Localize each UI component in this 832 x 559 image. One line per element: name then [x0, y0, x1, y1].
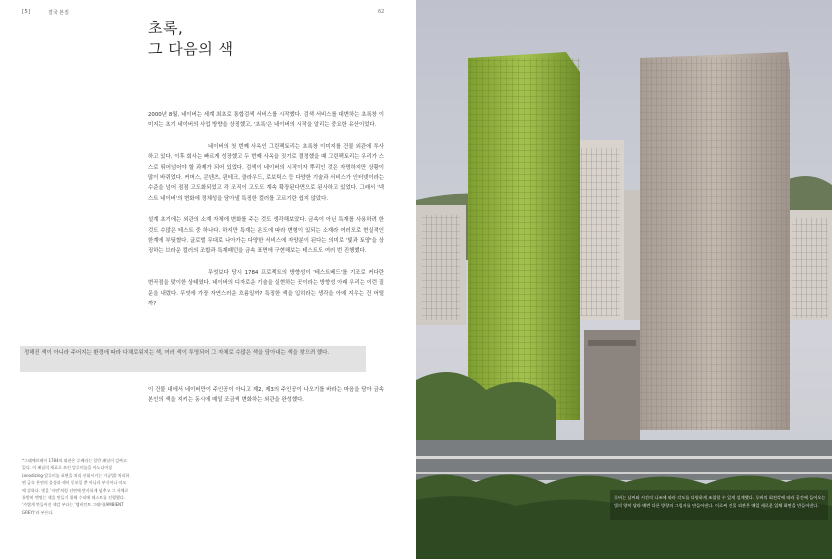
paragraph-1: 2000년 8월, 네이버는 세계 최초로 통합검색 서비스를 시작했다. 검색 서비스를 대변하는 초록창 이미지는 초기 네이버의 사업 방향을 상징했고, '초록'은 네이버의 시작을 알리는 중요한 유산이었다. — [148, 112, 384, 129]
body-text — [148, 110, 384, 321]
page-title — [148, 18, 234, 60]
paragraph-4: 무엇보다 당시 1784 프로젝트의 방향성이 '테스트베드'를 기조로 커다란 변곡점을 맞이한 상태였다. 네이버의 디자로운 기술을 실현하는 곳이라는 방향성 아래 우리는 이런 질문을 내렸다. 무엇에 가장 자연스러운 흐름일까? 특징한 색을 입히라는 생각을 아예 지우는 건 어떨까? — [148, 269, 384, 308]
highlighted-quote-text: 정해진 색이 아니라 주어지는 환경에 따라 다채로워지는 색, 여러 색이 투영되어 그 자체로 수많은 색을 담아내는 색을 찾으려 했다. — [24, 350, 330, 356]
building-photo — [416, 0, 832, 559]
section-title: 결국 본질 — [48, 10, 69, 16]
closing-paragraph: 이 건물 내에서 네이버만이 주인공이 아니고 제2, 제3의 주인공이 나오기를 바라는 마음을 담아 금속 본인의 색을 지키는 동시에 매일 조금씩 변화하는 외관을 완성했다. — [148, 387, 384, 404]
photo-caption: 루버는 날씨와 시간의 나조에 따라 각도를 다양하게 조절할 수 있게 설계했다. 루버의 회전각에 따라 공간에 들어오는 빛의 양이 달라 매번 다른 방향의 그림자를 만들어낸다. 이로써 건물 외관은 매일 새로운 입체 화면을 만들어낸다. — [614, 495, 826, 508]
title-line-2: 그 다음의 색 — [148, 40, 234, 58]
footnote: *그래예브레이 1784의 외관은 루베라는 일반 패널이 감싸고 있다. 이 패널의 재료로 쓰인 알루미늄을 아노다이징(anodizing·알루미늄 표면을 처리 산화시키는 가공법) 처리하면 금속 본연의 물성과 색이 동보일 뿐 아니라 부식이나 마모에 강하다. 빛을 '자연'처럼 선면에 반사되게 넘추고 그 자체로 통받히 맨명는 색을 만들기 위해 수리에 테스트를 진행했다. '가볍게 만들어진 색감 부다는 '엠비언트 그래이(AMBIENT GREY)'라 부른다. — [22, 458, 130, 515]
paragraph-3: 설계 초기에는 외관의 소재 자체에 변화를 주는 것도 생각해보았다. 금속이 아닌 특재를 사용하려 한 것도 수많은 테스트 중 하나다. 하지만 특재는 온도에 따라 변형이 있되는 소재라 여러모로 현실적인 한계에 부딪혔다. 글로벌 무대로 나아가는 다양한 서비스에 자양분이 된다는 의미로 '빛과 토양'을 상징하는 브라운 컬러의 조합과 특재패턴을 금속 표면에 구현해보는 테스트도 여러 번 진행했다. — [148, 217, 384, 255]
right-page-photo — [416, 0, 832, 559]
page-number: 62 — [378, 9, 385, 15]
paragraph-2: 네이버의 첫 번째 사옥인 그린팩토리는 초록창 이미지를 건물 외관에 투사하고 있다. 이후 회사는 빠르게 성장했고 두 번째 사옥을 짓기로 결정했을 때 그린팩토리는 우리가 스스로 뛰어넘어야 할 과제가 되어 있었다. 검색이 네이버의 시작이자 뿌리인 것은 자명하지만 상황이 많이 바뀌었다. 커머스, 콘텐츠, 핀테크, 클라우드, 로보틱스 등 다양한 기술과 서비스가 인터넷이라는 수준을 넘어 점점 고도화되었고 각 조직이 고도도 계속 확장된다면으로 된사하고 있었다. 그래서 '넥스트 네이버'의 변화에 정체성을 담아낼 특징한 컬러를 고르기란 쉽지 않았다. — [148, 143, 384, 202]
section-number: [5] — [22, 9, 31, 15]
highlighted-quote — [20, 346, 366, 372]
title-line-1: 초록, — [148, 19, 184, 37]
